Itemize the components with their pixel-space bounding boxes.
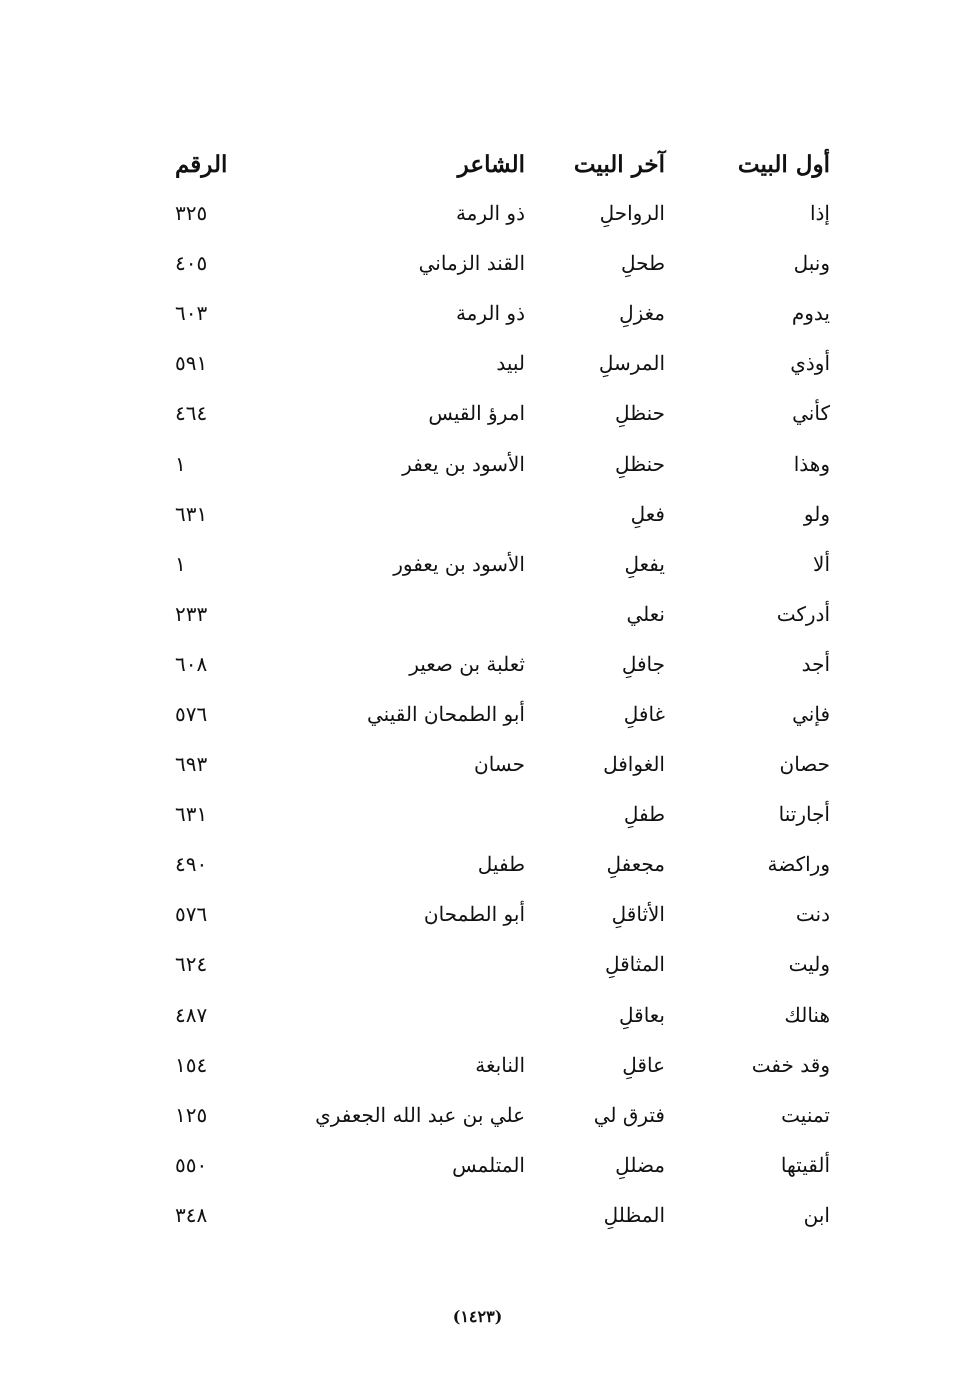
cell-number: ٣٢٥	[175, 201, 208, 226]
table-row	[175, 589, 830, 639]
cell-number: ٦٣١	[175, 802, 208, 827]
cell-first-word: وهذا	[793, 451, 830, 476]
cell-last-word: الرواحلِ	[599, 201, 665, 226]
cell-number: ٥٧٦	[175, 701, 208, 726]
cell-last-word: مضللِ	[615, 1152, 665, 1177]
cell-poet	[255, 1190, 525, 1240]
cell-first-word: يدوم	[791, 301, 830, 326]
cell-number: ١	[175, 451, 186, 476]
cell-number: ١	[175, 551, 186, 576]
cell-last-word: عاقلِ	[622, 1052, 665, 1077]
cell-poet: النابغة	[475, 1052, 525, 1077]
cell-poet: علي بن عبد الله الجعفري	[315, 1102, 525, 1127]
cell-first-word: ألا	[813, 551, 830, 576]
cell-number: ٤٠٥	[175, 251, 208, 276]
table-row	[175, 939, 830, 989]
cell-last-word: بعاقلِ	[618, 1002, 665, 1027]
table-row	[175, 639, 830, 689]
cell-last-word: طفلِ	[623, 802, 665, 827]
cell-poet: أبو الطمحان القيني	[367, 701, 525, 726]
cell-number: ٣٤٨	[175, 1202, 208, 1227]
cell-number: ٥٧٦	[175, 902, 208, 927]
table-row	[175, 689, 830, 739]
cell-number: ١٥٤	[175, 1052, 208, 1077]
cell-last-word: طحلِ	[621, 251, 665, 276]
cell-last-word: نعلي	[626, 601, 665, 626]
header-poet: الشاعر	[457, 151, 525, 178]
cell-last-word: فعلِ	[630, 501, 665, 526]
table-row	[175, 288, 830, 338]
cell-poet	[255, 789, 525, 839]
cell-number: ٤٨٧	[175, 1002, 208, 1027]
table-header-row	[175, 128, 830, 188]
cell-poet	[255, 990, 525, 1040]
cell-first-word: كأني	[792, 401, 830, 426]
cell-poet: لبيد	[496, 351, 525, 376]
cell-number: ٤٩٠	[175, 852, 208, 877]
cell-last-word: المرسلِ	[598, 351, 665, 376]
cell-first-word: أدركت	[776, 601, 830, 626]
table-row	[175, 539, 830, 589]
cell-last-word: الأثاقلِ	[611, 902, 665, 927]
cell-poet: أبو الطمحان	[423, 902, 525, 927]
cell-number: ٤٦٤	[175, 401, 208, 426]
cell-last-word: يفعلِ	[624, 551, 665, 576]
cell-poet: الأسود بن يعفور	[393, 551, 525, 576]
cell-poet	[255, 939, 525, 989]
table-row	[175, 789, 830, 839]
table-row	[175, 839, 830, 889]
table-row	[175, 489, 830, 539]
cell-first-word: وليت	[788, 952, 830, 977]
table-row	[175, 238, 830, 288]
cell-first-word: أوذي	[790, 351, 830, 376]
table-row	[175, 1090, 830, 1140]
cell-first-word: وراكضة	[767, 852, 830, 877]
cell-last-word: المظللِ	[603, 1202, 665, 1227]
cell-last-word: جافلِ	[621, 651, 665, 676]
table-row	[175, 1140, 830, 1190]
verse-index-table	[175, 128, 830, 1240]
table-body	[175, 188, 830, 1240]
cell-poet: ثعلبة بن صعير	[409, 651, 525, 676]
table-row	[175, 990, 830, 1040]
cell-first-word: حصان	[779, 752, 830, 777]
cell-last-word: مغزلِ	[619, 301, 665, 326]
page-number: (١٤٢٣)	[452, 1307, 503, 1326]
header-number: الرقم	[175, 151, 228, 178]
table-row	[175, 438, 830, 488]
cell-number: ٦٩٣	[175, 752, 208, 777]
table-row	[175, 338, 830, 388]
cell-poet: طفيل	[477, 852, 525, 877]
cell-last-word: الغوافل	[603, 752, 665, 777]
cell-first-word: وقد خفت	[751, 1052, 830, 1077]
cell-poet: امرؤ القيس	[428, 401, 525, 426]
cell-number: ٥٩١	[175, 351, 208, 376]
cell-number: ٦٠٣	[175, 301, 208, 326]
cell-first-word: فإني	[792, 701, 830, 726]
cell-poet: ذو الرمة	[455, 201, 525, 226]
cell-poet: المتلمس	[452, 1152, 525, 1177]
cell-number: ٥٥٠	[175, 1152, 208, 1177]
cell-poet	[255, 589, 525, 639]
cell-last-word: حنظلِ	[615, 401, 665, 426]
table-row	[175, 889, 830, 939]
cell-first-word: دنت	[795, 902, 830, 927]
cell-poet: حسان	[474, 752, 525, 777]
cell-first-word: إذا	[809, 201, 830, 226]
cell-last-word: غافلِ	[623, 701, 665, 726]
cell-number: ٦٠٨	[175, 651, 208, 676]
cell-number: ٦٢٤	[175, 952, 208, 977]
table-row	[175, 388, 830, 438]
table-row	[175, 739, 830, 789]
cell-first-word: ونبل	[793, 251, 830, 276]
table-row	[175, 188, 830, 238]
table-row	[175, 1190, 830, 1240]
cell-first-word: هنالك	[784, 1002, 830, 1027]
cell-last-word: مجعفلِ	[606, 852, 665, 877]
header-first-word: أول البيت	[737, 151, 830, 178]
cell-poet: الأسود بن يعفر	[402, 451, 525, 476]
cell-first-word: تمنيت	[781, 1102, 830, 1127]
cell-last-word: حنظلِ	[615, 451, 665, 476]
cell-first-word: ألقيتها	[780, 1152, 830, 1177]
cell-poet	[255, 489, 525, 539]
cell-poet: ذو الرمة	[455, 301, 525, 326]
cell-last-word: المثاقلِ	[604, 952, 665, 977]
cell-last-word: فترق لي	[593, 1102, 665, 1127]
cell-first-word: ولو	[803, 501, 830, 526]
cell-number: ٦٣١	[175, 501, 208, 526]
table-row	[175, 1040, 830, 1090]
cell-poet: القند الزماني	[418, 251, 525, 276]
cell-first-word: أجد	[801, 651, 830, 676]
cell-number: ١٢٥	[175, 1102, 208, 1127]
cell-first-word: أجارتنا	[778, 802, 830, 827]
cell-number: ٢٣٣	[175, 601, 208, 626]
cell-first-word: ابن	[803, 1202, 830, 1227]
header-last-word: آخر البيت	[573, 151, 665, 178]
